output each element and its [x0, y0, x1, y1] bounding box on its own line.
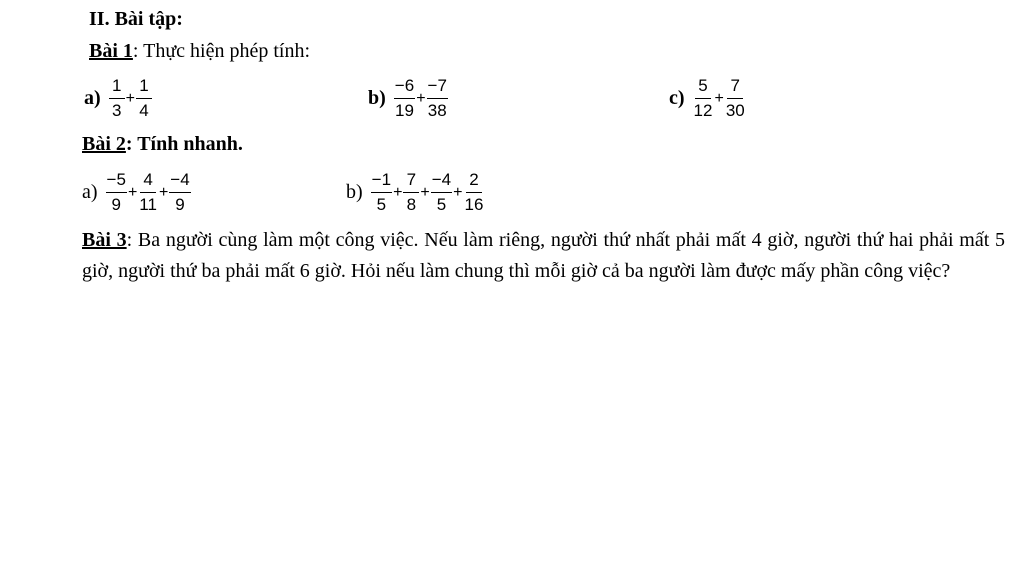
bai1-title: Bài 1 [89, 40, 133, 62]
bai2-item-b-label: b) [346, 181, 363, 203]
bai2-item-b [346, 170, 484, 215]
fraction: $\frac{-1}{5}$ [371, 170, 392, 214]
fraction: $\frac{-5}{9}$ [106, 170, 126, 214]
fraction: $\frac{1}{3}$ [109, 76, 125, 121]
fraction: $\frac{5}{12}$ [693, 76, 713, 120]
bai2-item-a-label: a) [82, 181, 98, 203]
fraction: $\frac{1}{4}$ [136, 76, 152, 121]
fraction: $\frac{7}{30}$ [725, 76, 745, 120]
bai2-item-a [82, 170, 191, 215]
bai2-title: Bài 2 [82, 133, 126, 155]
bai3-title: Bài 3 [82, 229, 127, 251]
bai1-instruction: : Thực hiện phép tính: [132, 40, 311, 62]
fraction: $\frac{-4}{9}$ [170, 170, 190, 214]
bai3-text: : Ba người cùng làm một công việc. Nếu làm riêng, người thứ nhất phải mất 4 giờ, người thứ hai phải mất 5 giờ, người thứ ba phải mất 6 giờ. Hỏi nếu làm chung thì mỗi giờ cả ba người làm được mấy phần công việc? [82, 229, 1006, 282]
plus-operator: + [416, 89, 426, 107]
plus-operator: + [453, 183, 463, 201]
fraction: $\frac{7}{8}$ [403, 170, 419, 215]
plus-operator: + [420, 183, 430, 201]
bai2-instruction: : Tính nhanh. [125, 133, 243, 155]
bai1-item-c [669, 76, 746, 121]
plus-operator: + [158, 183, 169, 201]
bai1-item-b-label: b) [368, 87, 386, 109]
fraction: $\frac{-4}{5}$ [431, 170, 452, 214]
fraction: $\frac{4}{11}$ [139, 170, 157, 214]
bai1-item-a-label: a) [84, 87, 101, 109]
bai1-item-b [368, 76, 448, 121]
plus-operator: + [125, 89, 136, 107]
fraction: $\frac{-7}{38}$ [427, 76, 447, 120]
bai1-item-c-label: c) [669, 87, 685, 109]
plus-operator: + [393, 183, 403, 201]
plus-operator: + [714, 89, 724, 107]
fraction: $\frac{2}{16}$ [464, 170, 484, 214]
bai2-title-line [82, 133, 243, 156]
bai1-title-line [89, 40, 310, 63]
plus-operator: + [127, 183, 138, 201]
bai3-paragraph [82, 225, 1005, 287]
section-heading: II. Bài tập: [89, 8, 183, 30]
bai1-item-a [84, 76, 152, 121]
fraction: $\frac{-6}{19}$ [394, 76, 415, 120]
